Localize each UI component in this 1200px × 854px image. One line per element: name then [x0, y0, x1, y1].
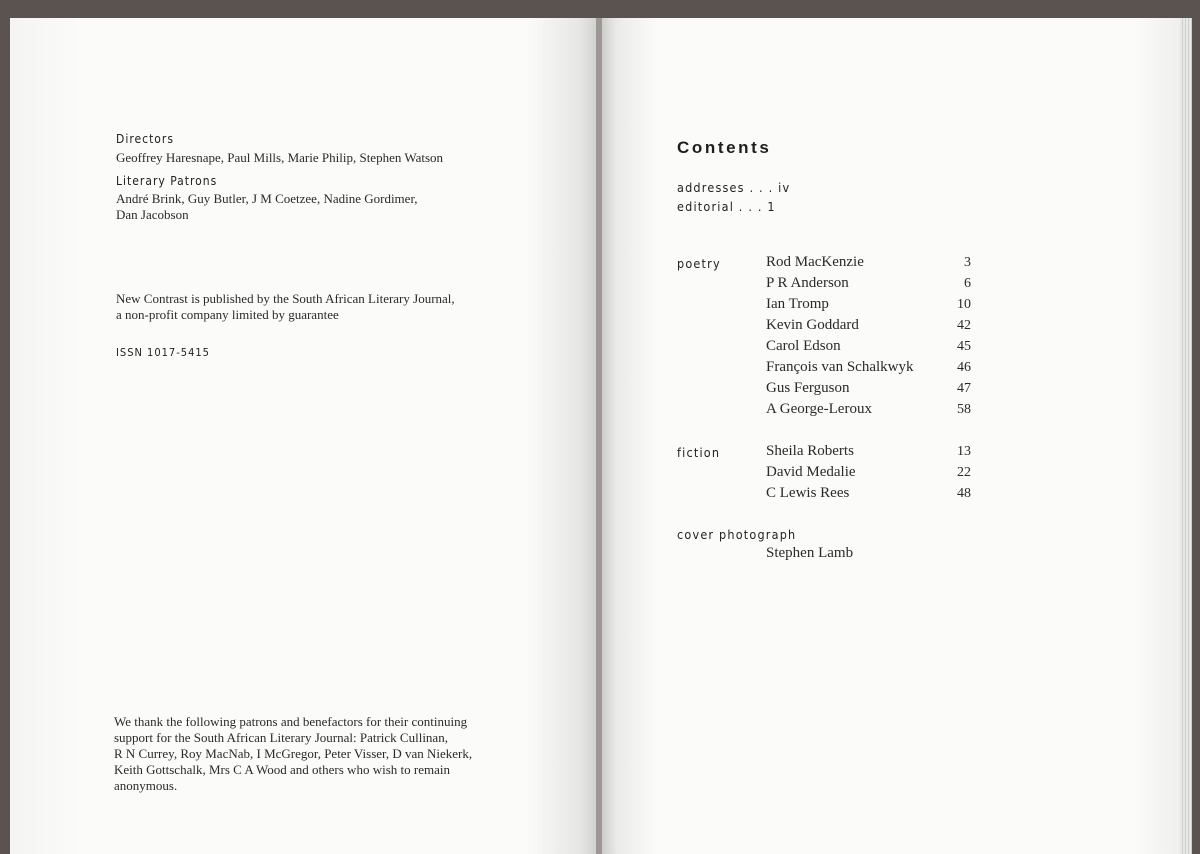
fiction-page-number: 13 — [957, 444, 971, 459]
publisher-line-1: New Contrast is published by the South African Literary Journal, — [116, 291, 455, 306]
patrons-line-2: Dan Jacobson — [116, 207, 189, 222]
poetry-author: Kevin Goddard — [766, 317, 859, 333]
page-edges — [1180, 18, 1192, 854]
thanks-line: anonymous. — [114, 778, 178, 793]
cover-photograph-credit: Stephen Lamb — [766, 545, 854, 561]
fiction-author: Sheila Roberts — [766, 443, 854, 459]
section-label-poetry: poetry — [677, 256, 721, 271]
poetry-author: Gus Ferguson — [766, 380, 850, 396]
poetry-pages — [931, 252, 971, 420]
fiction-page-number: 22 — [957, 465, 971, 480]
poetry-author: François van Schalkwyk — [766, 359, 914, 375]
poetry-page-number: 10 — [957, 297, 971, 312]
patrons-heading: Literary Patrons — [116, 174, 218, 188]
poetry-author: A George-Leroux — [766, 401, 872, 417]
directors-heading: Directors — [116, 132, 174, 146]
contents-title: Contents — [677, 138, 772, 157]
poetry-page-number: 42 — [957, 318, 971, 333]
publisher-line-2: a non-profit company limited by guarantee — [116, 307, 339, 322]
section-label-fiction: fiction — [677, 445, 721, 460]
directors-names: Geoffrey Haresnape, Paul Mills, Marie Philip, Stephen Watson — [116, 150, 444, 165]
issn: ISSN 1017-5415 — [116, 346, 210, 359]
thanks-line: Keith Gottschalk, Mrs C A Wood and others who wish to remain — [114, 762, 450, 777]
fiction-author: C Lewis Rees — [766, 485, 850, 501]
fiction-page-number: 48 — [957, 486, 971, 501]
book-spine — [596, 18, 602, 854]
poetry-page-number: 47 — [957, 381, 971, 396]
poetry-author: Carol Edson — [766, 338, 841, 354]
section-label-cover-photograph: cover photograph — [677, 527, 797, 542]
poetry-page-number: 58 — [957, 402, 971, 417]
fiction-authors — [766, 441, 856, 504]
fiction-pages — [931, 441, 971, 504]
patrons-line-1: André Brink, Guy Butler, J M Coetzee, Nadine Gordimer, — [116, 191, 418, 206]
thanks-line: We thank the following patrons and benefactors for their continuing — [114, 714, 468, 729]
toc-editorial: editorial . . . 1 — [677, 199, 776, 214]
poetry-author: Rod MacKenzie — [766, 254, 864, 270]
thanks-line: support for the South African Literary Journal: Patrick Cullinan, — [114, 730, 448, 745]
poetry-page-number: 45 — [957, 339, 971, 354]
fiction-author: David Medalie — [766, 464, 856, 480]
toc-addresses: addresses . . . iv — [677, 180, 791, 195]
thanks-paragraph — [114, 714, 472, 794]
poetry-author: Ian Tromp — [766, 296, 829, 312]
poetry-page-number: 3 — [964, 255, 971, 270]
poetry-authors — [766, 252, 913, 420]
poetry-page-number: 46 — [957, 360, 971, 375]
poetry-page-number: 6 — [964, 276, 971, 291]
poetry-author: P R Anderson — [766, 275, 849, 291]
thanks-line: R N Currey, Roy MacNab, I McGregor, Peter Visser, D van Niekerk, — [114, 746, 473, 761]
